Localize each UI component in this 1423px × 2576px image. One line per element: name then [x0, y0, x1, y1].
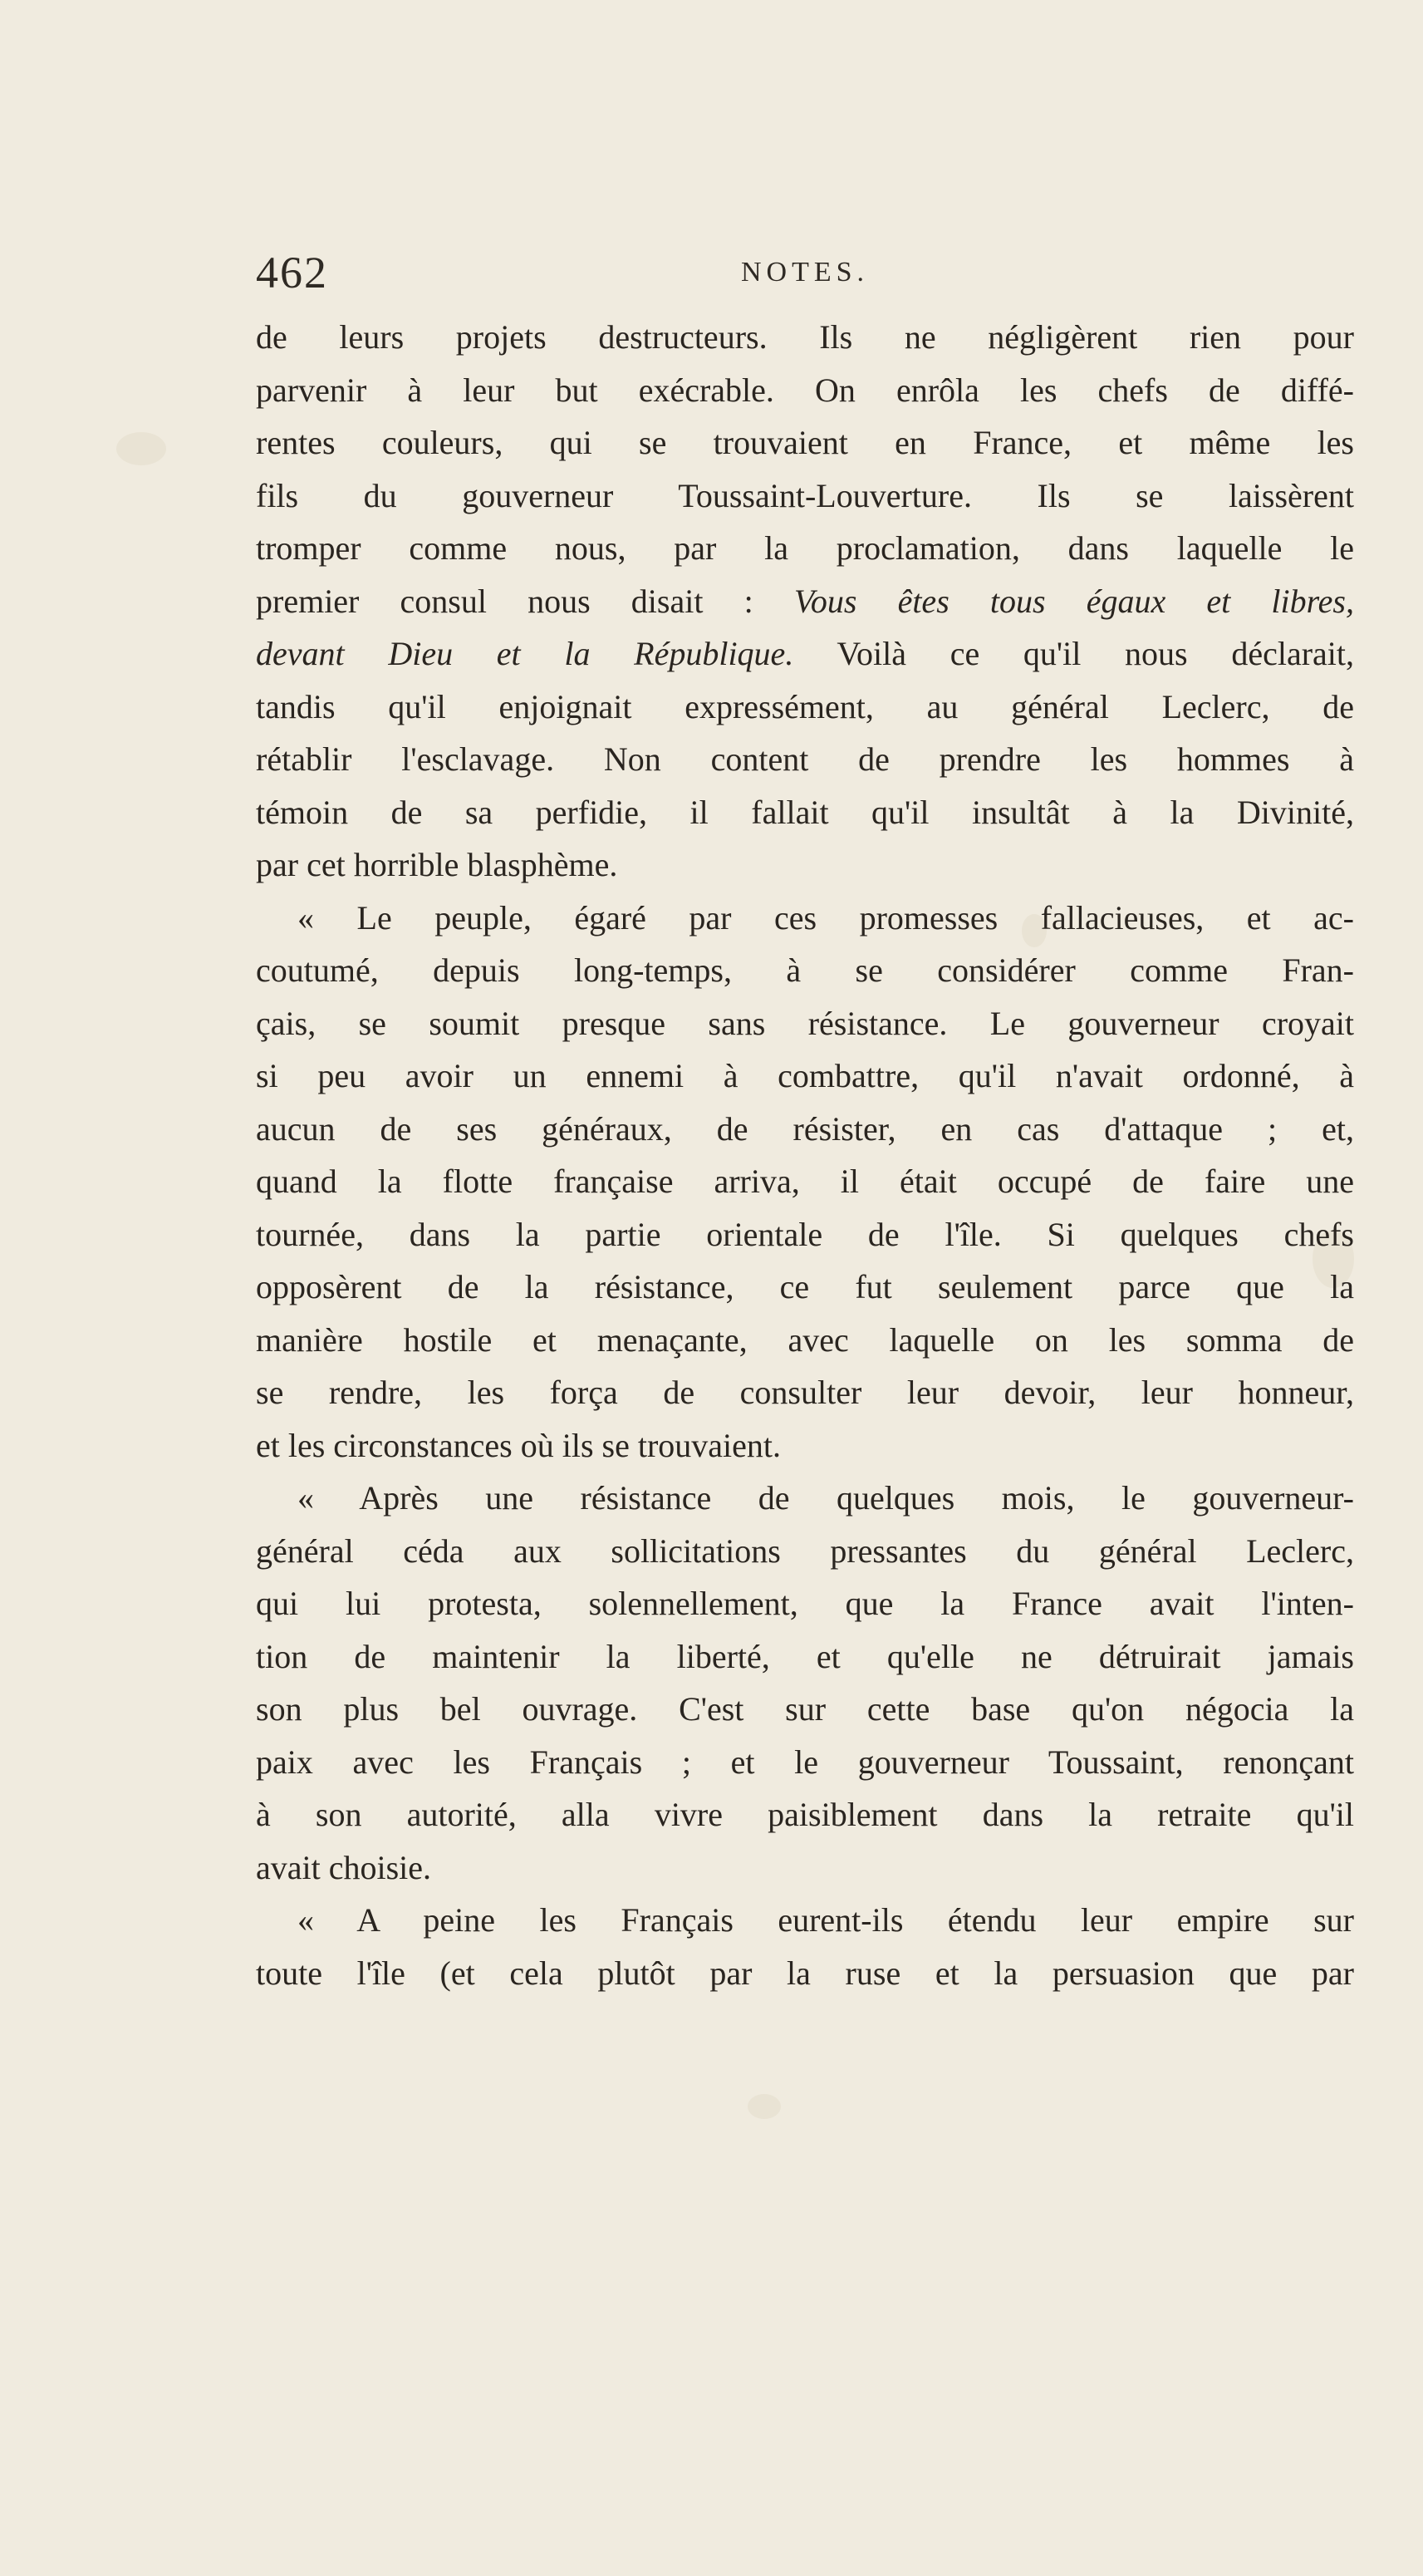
page-number: 462 [256, 248, 328, 297]
text-line: « Le peuple, égaré par ces promesses fallacieuses, et ac- [297, 898, 1354, 937]
running-head: NOTES. [740, 257, 870, 288]
italic-quote: devant Dieu et la République. [256, 635, 794, 672]
text-line: parvenir à leur but exécrable. On enrôla les chefs de diffé- [256, 371, 1354, 409]
text-line: qui lui protesta, solennellement, que la France avait l'inten- [256, 1585, 1354, 1622]
italic-quote: Vous êtes tous égaux et libres, [793, 582, 1354, 620]
text-line: tandis qu'il enjoignait expressément, au général Leclerc, de [256, 687, 1354, 725]
text-line: opposèrent de la résistance, ce fut seulement parce que la [256, 1268, 1354, 1305]
text-line: à son autorité, alla vivre paisiblement dans la retraite qu'il [256, 1796, 1354, 1833]
text-segment: Voilà ce qu'il nous déclarait, [837, 635, 1354, 672]
text-line: se rendre, les força de consulter leur devoir, leur honneur, [256, 1374, 1354, 1411]
text-line [256, 575, 1354, 628]
text-line: général céda aux sollicitations pressantes du général Leclerc, [256, 1531, 1354, 1570]
text-line: si peu avoir un ennemi à combattre, qu'il n'avait ordonné, à [256, 1057, 1354, 1094]
text-line: rétablir l'esclavage. Non content de prendre les hommes à [256, 740, 1354, 778]
text-segment: premier consul nous disait : [256, 582, 753, 620]
text-line: manière hostile et menaçante, avec laquelle on les somma de [256, 1320, 1354, 1359]
text-line: avait choisie. [256, 1848, 432, 1886]
text-line: paix avec les Français ; et le gouverneur Toussaint, renonçant [256, 1743, 1354, 1781]
text-line: par cet horrible blasphème. [256, 846, 618, 883]
text-line: son plus bel ouvrage. C'est sur cette base qu'on négocia la [256, 1690, 1354, 1728]
text-line: de leurs projets destructeurs. Ils ne négligèrent rien pour [256, 318, 1354, 356]
paper-stain [116, 432, 166, 465]
paper-stain [748, 2094, 781, 2119]
page-header [256, 239, 1354, 306]
text-line: et les circonstances où ils se trouvaient. [256, 1426, 782, 1464]
text-line: « A peine les Français eurent-ils étendu leur empire sur [297, 1901, 1354, 1939]
text-line: tournée, dans la partie orientale de l'île. Si quelques chefs [256, 1215, 1354, 1253]
text-line: coutumé, depuis long-temps, à se considérer comme Fran- [256, 951, 1354, 989]
text-line: tromper comme nous, par la proclamation, dans laquelle le [256, 529, 1354, 567]
text-line: aucun de ses généraux, de résister, en cas d'attaque ; et, [256, 1109, 1354, 1148]
text-line: fils du gouverneur Toussaint-Louverture. Ils se laissèrent [256, 476, 1354, 514]
text-line: tion de maintenir la liberté, et qu'elle ne détruirait jamais [256, 1637, 1354, 1675]
body-text [256, 311, 1354, 1999]
text-line: quand la flotte française arriva, il était occupé de faire une [256, 1163, 1354, 1200]
text-line [256, 627, 1354, 681]
text-line: rentes couleurs, qui se trouvaient en France, et même les [256, 424, 1354, 461]
text-line: « Après une résistance de quelques mois, le gouverneur- [297, 1479, 1354, 1517]
text-line: témoin de sa perfidie, il fallait qu'il insultât à la Divinité, [256, 793, 1354, 831]
text-line: toute l'île (et cela plutôt par la ruse et la persuasion que par [256, 1954, 1354, 1992]
text-line: çais, se soumit presque sans résistance. Le gouverneur croyait [256, 1004, 1354, 1042]
